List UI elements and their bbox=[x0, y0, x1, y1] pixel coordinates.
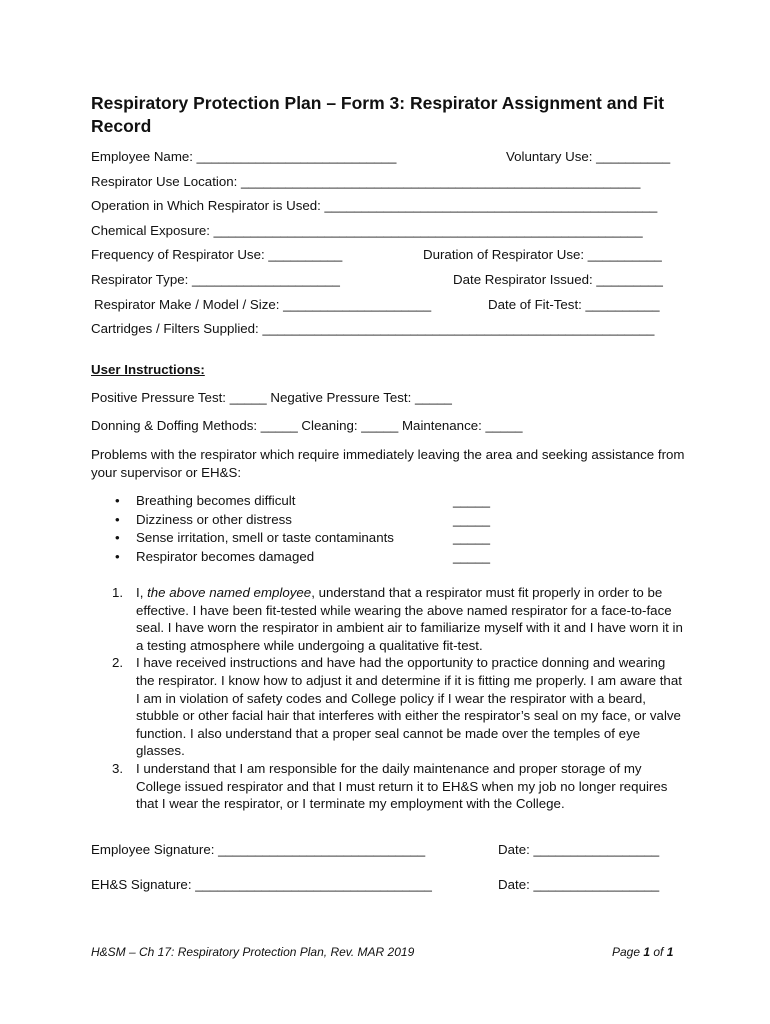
bullet-icon: • bbox=[115, 493, 120, 508]
statement-item bbox=[91, 584, 683, 654]
footer-page-number bbox=[612, 945, 673, 959]
bullet-icon: • bbox=[115, 530, 120, 545]
operation-field: Operation in Which Respirator is Used: _____________________________________________ bbox=[91, 198, 658, 213]
statement-emphasis: the above named employee bbox=[147, 585, 312, 600]
problem-blank: _____ bbox=[453, 548, 490, 564]
make-model-size-field: Respirator Make / Model / Size: ____________________ bbox=[94, 297, 432, 312]
methods-line: Donning & Doffing Methods: _____ Cleaning: _____ Maintenance: _____ bbox=[91, 418, 523, 433]
statement-item bbox=[91, 654, 683, 760]
form-title: Respiratory Protection Plan – Form 3: Respirator Assignment and Fit Record bbox=[91, 93, 665, 136]
pressure-tests-line: Positive Pressure Test: _____ Negative Pressure Test: _____ bbox=[91, 390, 452, 405]
duration-field: Duration of Respirator Use: __________ bbox=[423, 247, 662, 262]
list-item-text: Breathing becomes difficult bbox=[136, 493, 296, 508]
statement-number: 3. bbox=[112, 760, 124, 776]
cartridges-field: Cartridges / Filters Supplied: _____________________________________________________ bbox=[91, 321, 655, 336]
problems-intro: Problems with the respirator which require immediately leaving the area and seeking assistance from your supervisor or EH&S: bbox=[91, 447, 685, 480]
voluntary-use-field: Voluntary Use: __________ bbox=[506, 149, 671, 164]
acknowledgement-list bbox=[91, 584, 683, 813]
statement-number: 2. bbox=[112, 655, 124, 671]
problem-list bbox=[91, 492, 511, 566]
employee-name-field: Employee Name: ___________________________ bbox=[91, 149, 397, 164]
list-item-text: Dizziness or other distress bbox=[136, 511, 292, 527]
list-item-text: Respirator becomes damaged bbox=[136, 548, 315, 564]
page-word: Page bbox=[612, 945, 644, 959]
statement-item bbox=[91, 760, 683, 813]
date-issued-field: Date Respirator Issued: _________ bbox=[453, 272, 663, 287]
of-word: of bbox=[650, 945, 667, 959]
list-item-text: Sense irritation, smell or taste contaminants bbox=[136, 530, 394, 545]
bullet-icon: • bbox=[115, 548, 120, 564]
list-item bbox=[91, 492, 511, 511]
employee-signature-field: Employee Signature: ____________________________ bbox=[91, 842, 426, 857]
chemical-exposure-field: Chemical Exposure: __________________________________________________________ bbox=[91, 223, 643, 238]
list-item bbox=[91, 511, 511, 530]
problem-blank: _____ bbox=[453, 511, 490, 527]
statement-text: I have received instructions and have had the opportunity to practice donning and wearing the respirator. I know how to adjust it and determine if it is fitting me properly. I am aware that I am in violation of safety codes and College policy if I wear the respirator with a beard, stubble or other facial hair that interferes with either the respirator’s seal on my face, or valve function. I also understand that a proper seal cannot be made over the temples of eye glasses. bbox=[136, 655, 682, 759]
statement-text: I understand that I am responsible for the daily maintenance and proper storage of my College issued respirator and that I must return it to EH&S when my job no longer requires that I wear the respirator, or I terminate my employment with the College. bbox=[136, 760, 668, 812]
list-item bbox=[91, 529, 511, 548]
bullet-icon: • bbox=[115, 511, 120, 527]
respirator-type-field: Respirator Type: ____________________ bbox=[91, 272, 340, 287]
user-instructions-heading: User Instructions: bbox=[91, 362, 205, 377]
problem-blank: _____ bbox=[453, 493, 490, 508]
problem-blanks bbox=[453, 492, 490, 566]
ehs-date-field: Date: _________________ bbox=[498, 877, 660, 892]
employee-date-field: Date: _________________ bbox=[498, 842, 660, 857]
page-current: 1 bbox=[643, 945, 651, 959]
ehs-signature-field: EH&S Signature: ________________________________ bbox=[91, 877, 432, 892]
statement-text: , understand that a respirator must fit properly in order to be effective. I have been fit-tested while wearing the above named respirator for a face-to-face seal. I have worn the respirator in ambient air to familiarize myself with it and I have worn it in a testing atmosphere while undergoing a qualitative fit-test. bbox=[136, 585, 683, 653]
statement-number: 1. bbox=[112, 585, 124, 600]
statement-prefix: I, bbox=[136, 585, 148, 600]
list-item bbox=[91, 548, 511, 567]
page-total: 1 bbox=[666, 945, 674, 959]
fit-test-date-field: Date of Fit-Test: __________ bbox=[488, 297, 660, 312]
footer-document-info: H&SM – Ch 17: Respiratory Protection Plan, Rev. MAR 2019 bbox=[91, 945, 415, 959]
use-location-field: Respirator Use Location: ______________________________________________________ bbox=[91, 174, 641, 189]
frequency-field: Frequency of Respirator Use: __________ bbox=[91, 247, 343, 262]
problem-blank: _____ bbox=[453, 530, 490, 545]
